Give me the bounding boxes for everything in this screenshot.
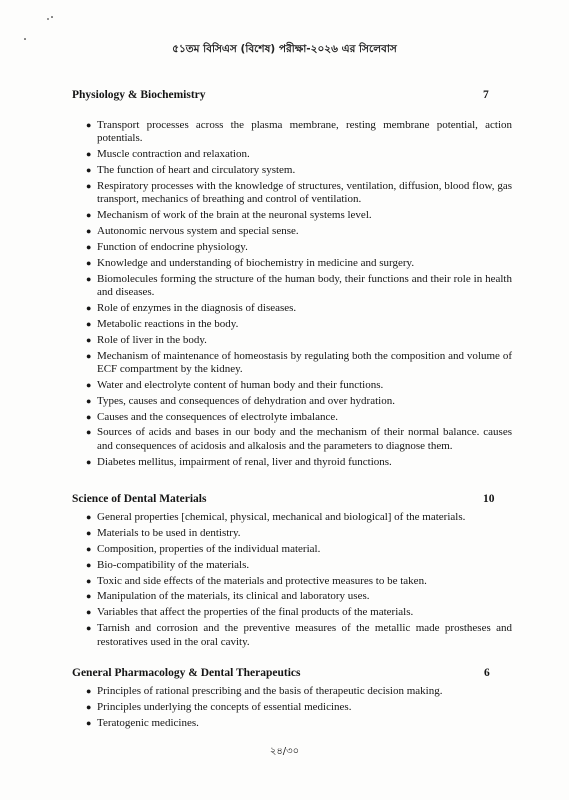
list-item-text: Variables that affect the properties of the final products of the materials. (97, 606, 414, 619)
list-item (72, 225, 512, 238)
list-item-text: Biomolecules forming the structure of the human body, their functions and their role in health and diseases. (97, 272, 512, 299)
list-item (72, 318, 512, 331)
list-item-text: Role of liver in the body. (97, 333, 207, 346)
bullet-icon: ● (86, 512, 92, 522)
scan-speck (24, 38, 26, 40)
bullet-icon: ● (86, 411, 92, 422)
list-item (72, 241, 512, 254)
list-item-text: Function of endocrine physiology. (97, 240, 248, 253)
list-item (72, 701, 512, 714)
list-item-text: Role of enzymes in the diagnosis of diseases. (97, 301, 297, 314)
list-item (72, 717, 512, 730)
list-item (72, 334, 512, 347)
list-item (72, 119, 512, 146)
scan-speck (47, 18, 49, 20)
list-item-text: The function of heart and circulatory system. (97, 164, 296, 177)
list-item-text: Muscle contraction and relaxation. (97, 148, 250, 161)
bullet-icon: ● (86, 210, 92, 221)
section-heading (72, 493, 512, 511)
list-item-text: Tarnish and corrosion and the preventive measures of the metallic made prostheses and restoratives used in the oral cavity. (97, 622, 512, 648)
list-item (72, 543, 512, 556)
list-item-text: Principles of rational prescribing and the basis of therapeutic decision making. (97, 685, 443, 697)
list-item (72, 257, 512, 270)
bullet-icon: ● (86, 273, 92, 284)
list-item (72, 411, 512, 424)
list-item (72, 575, 512, 588)
bullet-icon: ● (86, 302, 92, 313)
list-item (72, 590, 512, 603)
list-item-text: Diabetes mellitus, impairment of renal, liver and thyroid functions. (97, 455, 392, 468)
list-item-text: Manipulation of the materials, its clinical and laboratory uses. (97, 590, 370, 603)
list-item-text: General properties [chemical, physical, mechanical and biological] of the materials. (97, 511, 466, 523)
bullet-icon: ● (86, 559, 92, 570)
bullet-icon: ● (86, 165, 92, 176)
list-item-text: Composition, properties of the individual material. (97, 542, 321, 555)
list-item (72, 426, 512, 453)
list-item (72, 395, 512, 408)
topic-list (72, 685, 512, 730)
section-heading (72, 89, 512, 107)
section-marks: 10 (483, 493, 495, 505)
list-item-text: Metabolic reactions in the body. (97, 317, 239, 330)
list-item (72, 273, 512, 300)
section-title: Science of Dental Materials (72, 493, 207, 505)
bullet-icon: ● (86, 257, 92, 268)
bullet-icon: ● (86, 701, 92, 712)
bullet-icon: ● (86, 717, 92, 728)
bullet-icon: ● (86, 226, 92, 237)
bullet-icon: ● (86, 575, 92, 586)
list-item (72, 350, 512, 377)
list-item-text: Toxic and side effects of the materials and protective measures to be taken. (97, 574, 427, 587)
list-item (72, 559, 512, 572)
bullet-icon: ● (86, 527, 92, 538)
bullet-icon: ● (86, 543, 92, 554)
bullet-icon: ● (86, 120, 92, 130)
bullet-icon: ● (86, 379, 92, 390)
section-title: Physiology & Biochemistry (72, 89, 206, 101)
list-item-text: Transport processes across the plasma membrane, resting membrane potential, action potentials. (97, 119, 512, 145)
bullet-icon: ● (86, 591, 92, 602)
list-item (72, 209, 512, 222)
page-number: ২৪/৩০ (269, 746, 300, 757)
section-physiology-biochemistry (72, 89, 512, 472)
bullet-icon: ● (86, 350, 92, 361)
section-dental-materials (72, 493, 512, 651)
section-marks: 6 (484, 667, 490, 679)
list-item (72, 302, 512, 315)
scan-speck (51, 16, 53, 18)
list-item (72, 511, 512, 524)
bullet-icon: ● (86, 334, 92, 345)
list-item-text: Principles underlying the concepts of essential medicines. (97, 700, 352, 713)
section-marks: 7 (483, 89, 489, 101)
bullet-icon: ● (86, 607, 92, 618)
section-heading (72, 667, 512, 685)
list-item-text: Mechanism of work of the brain at the neuronal systems level. (97, 209, 372, 222)
list-item (72, 622, 512, 649)
page-header: ৫১তম বিসিএস (বিশেষ) পরীক্ষা-২০২৬ এর সিলেবাস (172, 43, 397, 55)
bullet-icon: ● (86, 395, 92, 406)
list-item (72, 164, 512, 177)
bullet-icon: ● (86, 427, 92, 438)
list-item-text: Mechanism of maintenance of homeostasis by regulating both the composition and volume of ECF compartment by the kidney. (97, 349, 512, 375)
bullet-icon: ● (86, 241, 92, 252)
list-item-text: Materials to be used in dentistry. (97, 526, 241, 539)
section-title: General Pharmacology & Dental Therapeutics (72, 667, 301, 679)
list-item (72, 685, 512, 698)
bullet-icon: ● (86, 318, 92, 329)
bullet-icon: ● (86, 180, 92, 191)
list-item (72, 456, 512, 469)
topic-list (72, 119, 512, 469)
bullet-icon: ● (86, 149, 92, 160)
list-item-text: Autonomic nervous system and special sense. (97, 225, 299, 238)
bullet-icon: ● (86, 686, 92, 696)
topic-list (72, 511, 512, 649)
list-item-text: Types, causes and consequences of dehydration and over hydration. (97, 394, 395, 407)
list-item-text: Water and electrolyte content of human body and their functions. (97, 378, 384, 391)
list-item (72, 148, 512, 161)
list-item-text: Knowledge and understanding of biochemistry in medicine and surgery. (97, 256, 415, 269)
list-item (72, 180, 512, 207)
list-item-text: Bio-compatibility of the materials. (97, 558, 250, 571)
section-pharmacology-therapeutics (72, 667, 512, 733)
list-item-text: Respiratory processes with the knowledge of structures, ventilation, diffusion, blood flow, gas transport, mechanics of breathing and control of ventilation. (97, 179, 512, 206)
list-item (72, 527, 512, 540)
list-item-text: Teratogenic medicines. (97, 716, 199, 729)
list-item (72, 606, 512, 619)
list-item (72, 379, 512, 392)
list-item-text: Sources of acids and bases in our body and the mechanism of their normal balance. causes and consequences of acidosis and alkalosis and the parameters to diagnose them. (97, 426, 512, 452)
list-item-text: Causes and the consequences of electrolyte imbalance. (97, 410, 338, 423)
bullet-icon: ● (86, 623, 92, 634)
bullet-icon: ● (86, 456, 92, 467)
